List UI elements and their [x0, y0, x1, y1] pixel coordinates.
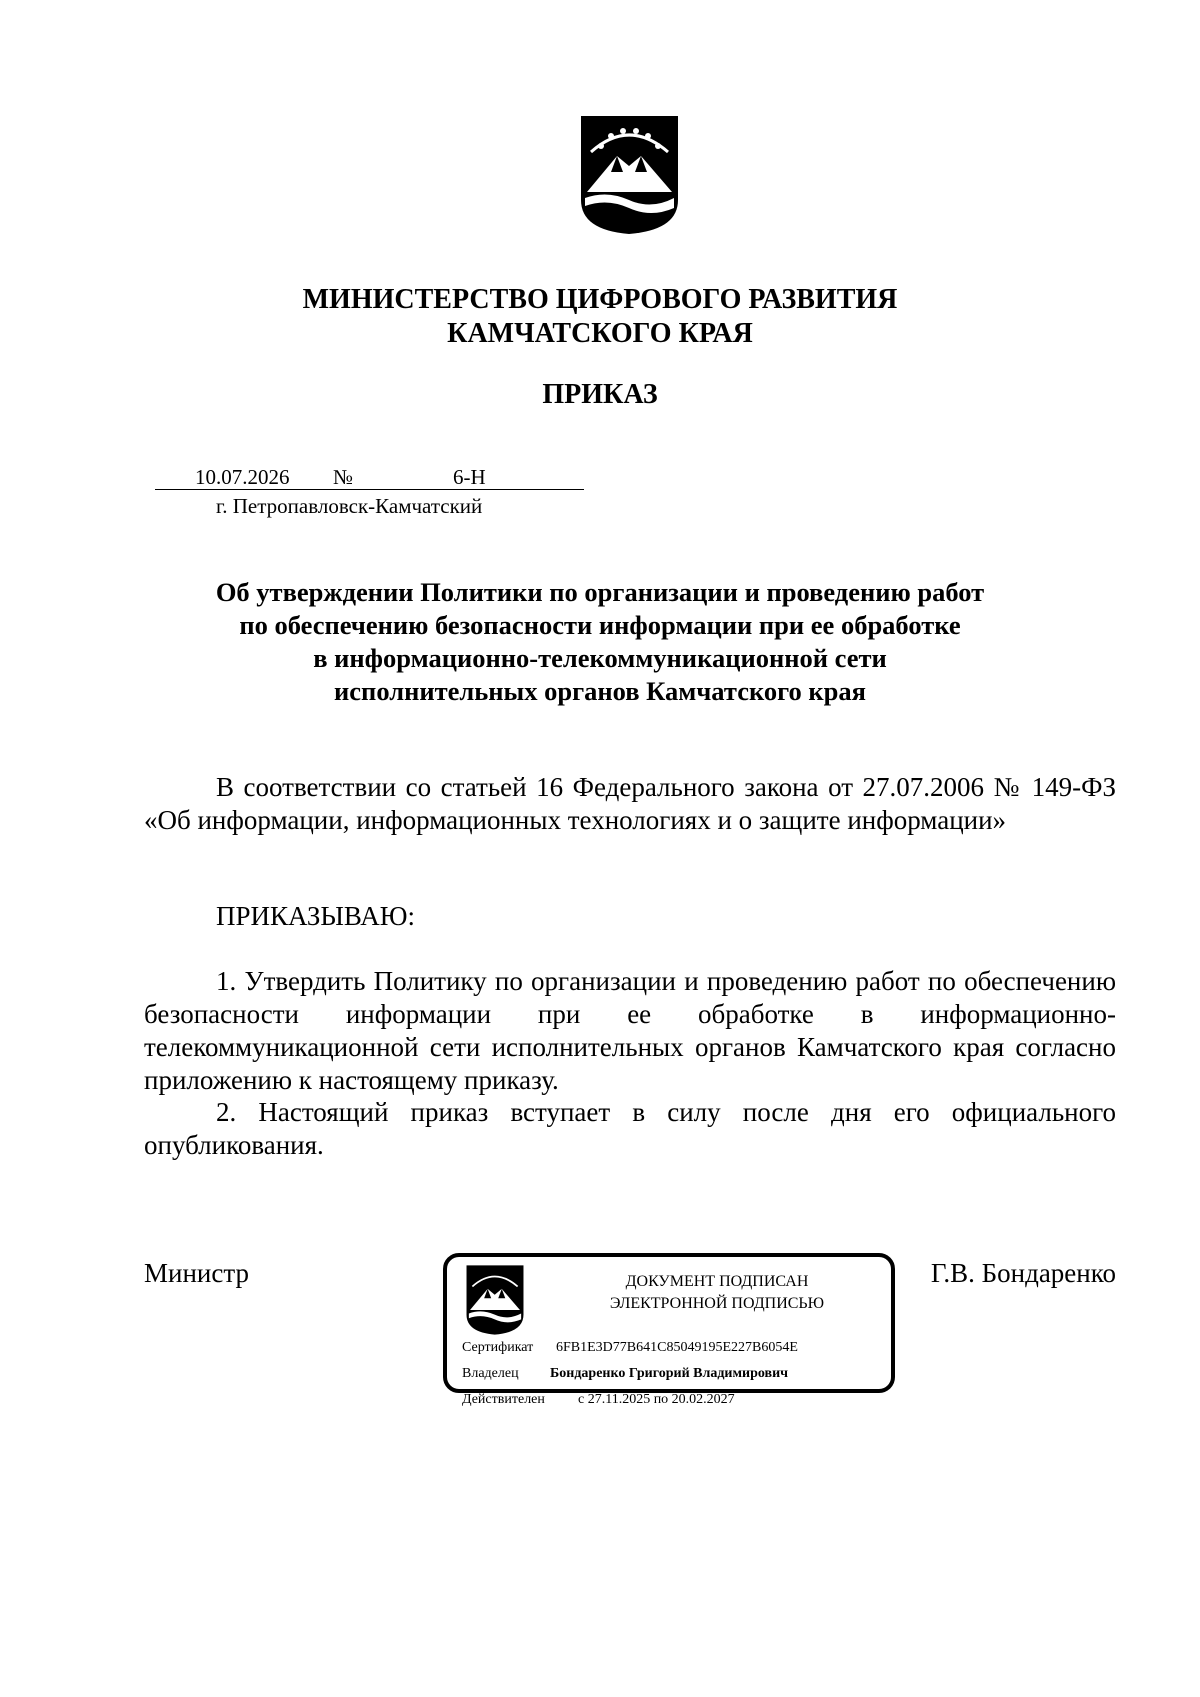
stamp-title-line-1: ДОКУМЕНТ ПОДПИСАН: [625, 1273, 809, 1290]
order-date: 10.07.2026: [195, 465, 290, 489]
order-item-1: 1. Утвердить Политику по организации и проведению работ по обеспечению безопасности информации при ее обработке в информационно-телекоммуникационной сети исполнительных органов Камчатского края согласно приложению к настоящему приказу.: [144, 966, 1116, 1095]
stamp-emblem-icon: [462, 1263, 528, 1337]
certificate-value: 6FB1E3D77B641C85049195E227B6054E: [556, 1340, 798, 1355]
signatory-name: Г.В. Бондаренко: [930, 1258, 1116, 1288]
order-subject: [0, 576, 1200, 708]
validity-label: Действителен: [462, 1392, 545, 1407]
owner-value: Бондаренко Григорий Владимирович: [550, 1366, 789, 1381]
city: г. Петропавловск-Камчатский: [216, 494, 483, 518]
electronic-signature-stamp: [443, 1253, 895, 1407]
stamp-owner-row: [462, 1366, 789, 1382]
subject-line-2: по обеспечению безопасности информации при ее обработке: [239, 610, 961, 640]
ministry-name: [0, 283, 1200, 351]
subject-line-3: в информационно-телекоммуникационной сети: [313, 643, 887, 673]
number-sign: №: [333, 465, 354, 489]
ministry-line-1: МИНИСТЕРСТВО ЦИФРОВОГО РАЗВИТИЯ: [302, 284, 898, 315]
registration-line: [155, 465, 584, 490]
order-number: 6-Н: [453, 465, 486, 489]
document-type: ПРИКАЗ: [542, 379, 658, 410]
order-item-2: 2. Настоящий приказ вступает в силу после дня его официального опубликования.: [144, 1097, 1116, 1160]
kamchatka-emblem-icon: [577, 112, 682, 238]
stamp-title: [567, 1271, 867, 1315]
signatory-position: Министр: [144, 1258, 249, 1288]
ministry-line-2: КАМЧАТСКОГО КРАЯ: [447, 318, 753, 349]
preamble: В соответствии со статьей 16 Федерального закона от 27.07.2006 № 149-ФЗ «Об информации, информационных технологиях и о защите информации»: [144, 772, 1116, 835]
order-word: ПРИКАЗЫВАЮ:: [216, 901, 415, 931]
subject-line-4: исполнительных органов Камчатского края: [334, 676, 866, 706]
stamp-certificate-row: [462, 1340, 798, 1356]
subject-line-1: Об утверждении Политики по организации и проведению работ: [215, 577, 985, 607]
stamp-validity-row: [462, 1392, 735, 1408]
certificate-label: Сертификат: [462, 1340, 534, 1355]
owner-label: Владелец: [462, 1366, 519, 1381]
stamp-title-line-2: ЭЛЕКТРОННОЙ ПОДПИСЬЮ: [609, 1295, 825, 1312]
validity-value: с 27.11.2025 по 20.02.2027: [578, 1392, 735, 1407]
